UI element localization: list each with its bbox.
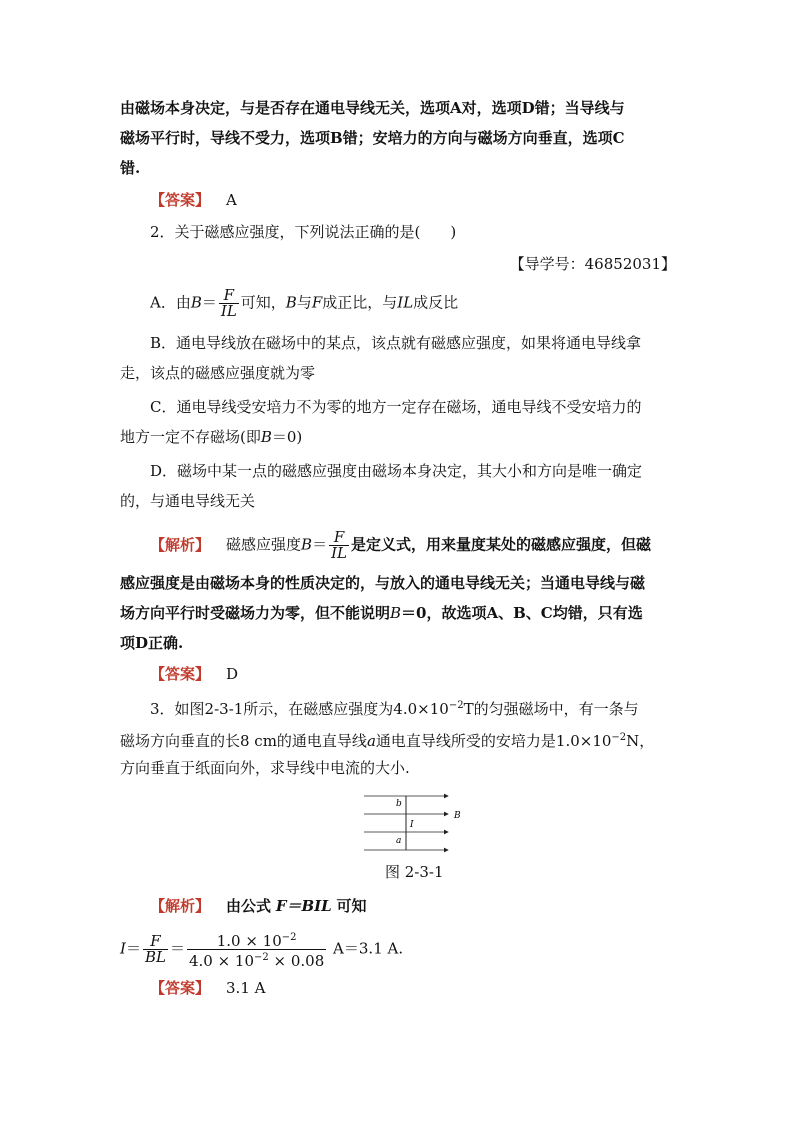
analysis-2-line-3 xyxy=(120,603,643,623)
option-c-line-1: C．通电导线受安培力不为零的地方一定存在磁场，通电导线不受安培力的 xyxy=(150,398,642,416)
analysis-2-line-4: 项D正确. xyxy=(120,634,184,652)
text: 地方一定不存磁场(即 xyxy=(120,428,261,446)
figure-caption: 图 2-3-1 xyxy=(385,863,444,881)
option-b-line-2: 走，该点的磁感应强度就为零 xyxy=(120,364,316,382)
label-field-b: B xyxy=(454,811,461,821)
text: × 0.08 xyxy=(268,952,325,970)
fraction xyxy=(329,530,349,561)
var-a: a xyxy=(366,732,376,750)
label-current: I xyxy=(410,820,414,830)
magnetic-field-figure xyxy=(362,790,472,856)
var-b: B xyxy=(285,293,297,312)
text: N， xyxy=(626,732,655,750)
result: A＝3.1 A. xyxy=(333,939,404,958)
option-d-line-2: 的，与通电导线无关 xyxy=(120,492,256,510)
denominator: IL xyxy=(331,544,347,562)
study-number: 【导学号：46852031】 xyxy=(509,255,676,273)
text: 是定义式，用来量度某处的磁感应强度，但磁 xyxy=(350,535,651,554)
text: ＝0) xyxy=(271,428,303,446)
question-3-line-2 xyxy=(120,728,654,751)
text: ＝0，故选项A、B、C均错，只有选 xyxy=(401,604,643,622)
denominator: BL xyxy=(144,948,166,966)
option-b-line-1: B．通电导线放在磁场中的某点，该点就有磁感应强度，如果将通电导线拿 xyxy=(150,334,642,352)
answer-tag: 【答案】 xyxy=(150,665,211,683)
option-a-mid: 可知， xyxy=(240,293,286,312)
text: 通电直导线所受的安培力是1.0×10 xyxy=(375,732,612,750)
denominator xyxy=(187,950,326,969)
text-line: 磁场平行时，导线不受力，选项B错；安培力的方向与磁场方向垂直，选项C xyxy=(120,129,625,147)
var-b: B xyxy=(190,293,202,312)
answer-1 xyxy=(150,190,237,210)
text: 3．如图2-3-1所示，在磁感应强度为4.0×10 xyxy=(150,700,449,718)
fraction xyxy=(143,934,168,965)
denominator: IL xyxy=(220,302,237,320)
text: 成反比 xyxy=(413,293,459,312)
analysis-2-line-1 xyxy=(150,530,651,561)
var-b: B xyxy=(301,535,313,554)
fraction xyxy=(187,930,326,969)
analysis-tag: 【解析】 xyxy=(150,897,211,915)
text: 磁感应强度 xyxy=(226,535,302,554)
option-a xyxy=(150,288,458,319)
text: 由公式 xyxy=(226,897,272,915)
numerator: F xyxy=(329,530,349,546)
label-a: a xyxy=(396,836,402,846)
answer-tag: 【答案】 xyxy=(150,979,211,997)
text: 场方向平行时受磁场力为零，但不能说明 xyxy=(120,604,391,622)
label-b: b xyxy=(396,799,402,809)
equals: ＝ xyxy=(125,939,141,958)
text: 成正比，与 xyxy=(322,293,398,312)
equals: ＝ xyxy=(312,535,328,554)
var-b: B xyxy=(260,428,272,446)
text-line: 错. xyxy=(120,159,141,177)
question-3-line-3: 方向垂直于纸面向外，求导线中电流的大小. xyxy=(120,759,410,777)
question-2-stem: 2．关于磁感应强度，下列说法正确的是( ) xyxy=(150,223,457,241)
answer-value: 3.1 A xyxy=(226,979,266,997)
var-f: F xyxy=(311,293,323,312)
equals: ＝ xyxy=(169,939,185,958)
text: T的匀强磁场中，有一条与 xyxy=(463,700,639,718)
text: 可知 xyxy=(336,897,367,915)
analysis-tag: 【解析】 xyxy=(150,535,211,554)
analysis-3-line-1 xyxy=(150,896,367,916)
answer-value: D xyxy=(226,665,239,683)
option-d-line-1: D．磁场中某一点的磁感应强度由磁场本身决定，其大小和方向是唯一确定 xyxy=(150,462,643,480)
fraction xyxy=(219,288,239,319)
exponent: −2 xyxy=(254,952,269,963)
exponent: −2 xyxy=(611,732,627,743)
analysis-2-line-2: 感应强度是由磁场本身的性质决定的，与放入的通电导线无关；当通电导线与磁 xyxy=(120,574,646,592)
analysis-3-calculation xyxy=(120,930,403,969)
formula: F＝BIL xyxy=(275,897,332,915)
answer-3 xyxy=(150,978,265,998)
option-c-line-2 xyxy=(120,427,302,447)
exponent: −2 xyxy=(281,932,297,943)
text-line: 由磁场本身决定，与是否存在通电导线无关，选项A对，选项D错；当导线与 xyxy=(120,99,625,117)
numerator: F xyxy=(143,934,168,950)
var-il: IL xyxy=(397,293,414,312)
answer-tag: 【答案】 xyxy=(150,191,211,209)
answer-value: A xyxy=(226,191,237,209)
text: 1.0 × 10 xyxy=(216,932,282,950)
text: 与 xyxy=(296,293,312,312)
text: 4.0 × 10 xyxy=(188,952,254,970)
option-a-prefix: A．由 xyxy=(150,293,191,312)
var-b: B xyxy=(390,604,402,622)
question-3-line-1 xyxy=(150,696,639,719)
exponent: −2 xyxy=(448,700,464,711)
text: 磁场方向垂直的长8 cm的通电直导线 xyxy=(120,732,367,750)
var-i: I xyxy=(120,939,126,958)
numerator xyxy=(187,930,326,950)
answer-2 xyxy=(150,664,238,684)
numerator: F xyxy=(219,288,239,304)
equals: ＝ xyxy=(201,293,217,312)
